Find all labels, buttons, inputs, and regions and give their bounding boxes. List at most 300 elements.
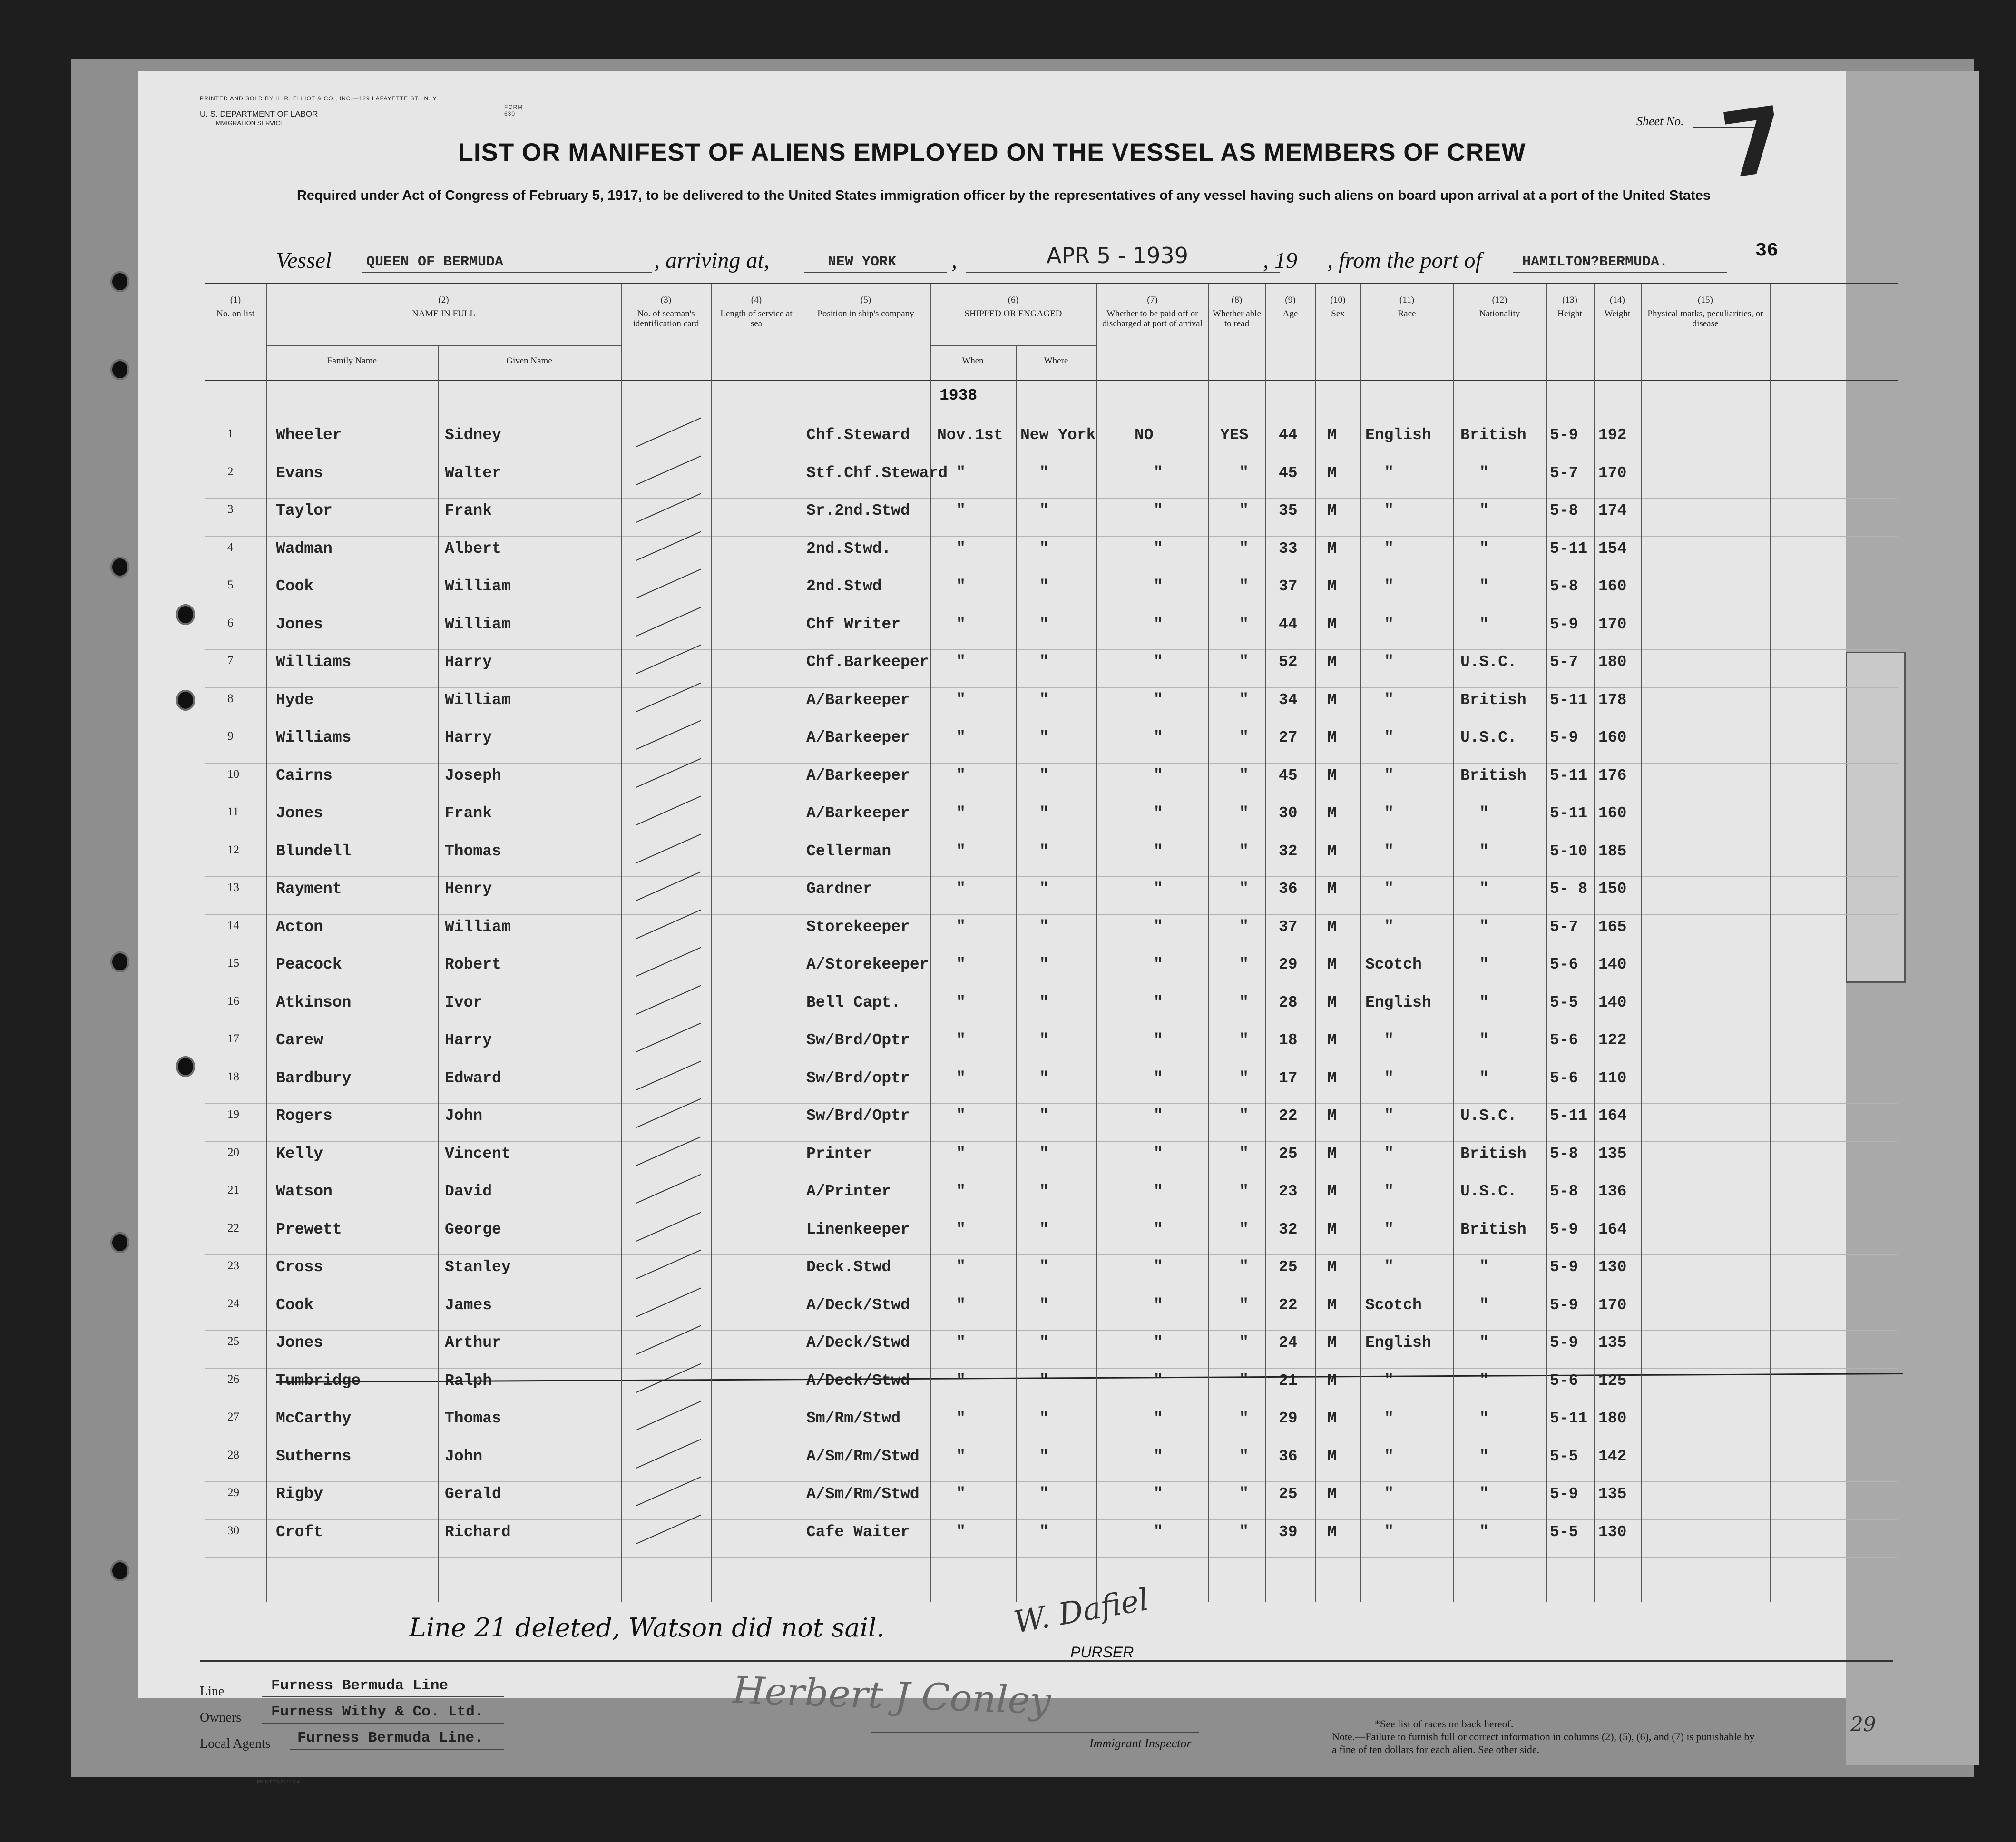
cell-age: 35 xyxy=(1279,502,1298,519)
cell-family: Kelly xyxy=(276,1145,323,1163)
cell-when: " xyxy=(956,539,966,558)
cell-no: 23 xyxy=(227,1259,239,1272)
table-row xyxy=(205,1293,1898,1331)
subcolumn-rule xyxy=(1016,345,1017,1602)
cell-race: " xyxy=(1384,1069,1394,1087)
owners-value: Furness Withy & Co. Ltd. xyxy=(271,1704,484,1720)
cell-when: " xyxy=(956,1145,966,1163)
cell-paid-off: " xyxy=(1154,1447,1163,1465)
cell-sex: M xyxy=(1327,464,1337,482)
cell-read: " xyxy=(1239,1334,1249,1352)
cell-where: " xyxy=(1039,956,1049,973)
cell-paid-off: " xyxy=(1154,1334,1163,1352)
cell-paid-off: " xyxy=(1154,1107,1163,1125)
col-label: NAME IN FULL xyxy=(412,309,475,319)
cell-age: 28 xyxy=(1279,993,1298,1011)
cell-position: A/Deck/Stwd xyxy=(806,1334,910,1352)
column-rule xyxy=(621,284,622,1602)
cell-family: Tumbridge xyxy=(276,1372,361,1390)
cell-paid-off: " xyxy=(1154,615,1163,633)
cell-given: William xyxy=(445,615,511,633)
cell-no: 24 xyxy=(227,1297,239,1310)
cell-race: English xyxy=(1365,1334,1431,1352)
cell-where: " xyxy=(1039,1107,1049,1125)
cell-read: " xyxy=(1239,502,1249,519)
vessel-label: Vessel xyxy=(276,248,332,273)
subcolumn-rule xyxy=(438,345,439,1602)
cell-read: " xyxy=(1239,993,1249,1011)
cell-nationality: " xyxy=(1479,1069,1489,1087)
col-header-5 xyxy=(802,284,930,380)
cell-age: 45 xyxy=(1279,766,1298,784)
cell-sex: M xyxy=(1327,539,1337,558)
cell-family: McCarthy xyxy=(276,1410,352,1427)
cell-nationality: " xyxy=(1479,1031,1489,1049)
cell-family: Cross xyxy=(276,1258,323,1276)
column-rule xyxy=(930,284,931,1602)
cell-height: 5-6 xyxy=(1550,1031,1578,1049)
table-row xyxy=(205,460,1898,499)
cell-family: Jones xyxy=(276,804,323,822)
table-row xyxy=(205,952,1898,990)
cell-read: " xyxy=(1239,1410,1249,1427)
cell-given: Robert xyxy=(445,956,501,973)
punch-hole xyxy=(176,604,195,625)
cell-sex: M xyxy=(1327,1334,1337,1352)
cell-when: " xyxy=(956,578,966,595)
cell-race: " xyxy=(1384,1447,1394,1465)
cell-paid-off: " xyxy=(1154,1031,1163,1049)
cell-paid-off: " xyxy=(1154,1145,1163,1163)
cell-nationality: U.S.C. xyxy=(1460,1183,1517,1200)
cell-no: 4 xyxy=(227,540,234,554)
cell-weight: 122 xyxy=(1598,1031,1627,1049)
cell-nationality: " xyxy=(1479,502,1489,519)
table-row xyxy=(205,574,1898,612)
cell-nationality: British xyxy=(1460,1145,1527,1163)
cell-nationality: " xyxy=(1479,1447,1489,1465)
cell-sex: M xyxy=(1327,1220,1337,1238)
cell-given: William xyxy=(445,578,511,595)
cell-position: Sr.2nd.Stwd xyxy=(806,502,910,519)
cell-position: Sm/Rm/Stwd xyxy=(806,1410,901,1427)
cell-no: 12 xyxy=(227,843,239,856)
cell-when: " xyxy=(956,842,966,860)
printer-imprint: PRINTED AND SOLD BY H. R. ELLIOT & CO., INC.—129 LAFAYETTE ST., N. Y. FORM 630 xyxy=(200,95,523,117)
cell-weight: 160 xyxy=(1598,804,1627,822)
cell-height: 5-8 xyxy=(1550,1183,1578,1200)
cell-height: 5-9 xyxy=(1550,426,1578,444)
table-row xyxy=(205,1254,1898,1293)
cell-race: " xyxy=(1384,842,1394,860)
cell-no: 6 xyxy=(227,616,234,629)
cell-read: YES xyxy=(1220,426,1249,444)
cell-weight: 178 xyxy=(1598,691,1627,709)
cell-paid-off: " xyxy=(1154,766,1163,784)
cell-race: " xyxy=(1384,1372,1394,1390)
cell-age: 37 xyxy=(1279,578,1298,595)
cell-race: Scotch xyxy=(1365,1296,1422,1314)
col-label: Whether able to read xyxy=(1213,309,1261,329)
cell-read: " xyxy=(1239,578,1249,595)
table-row xyxy=(205,1066,1898,1104)
cell-where: " xyxy=(1039,1031,1049,1049)
cell-height: 5-7 xyxy=(1550,653,1578,671)
family-name-header: Family Name xyxy=(327,356,377,366)
cell-family: Williams xyxy=(276,653,352,671)
cell-family: Hyde xyxy=(276,691,314,709)
punch-hole xyxy=(110,271,129,292)
cell-weight: 135 xyxy=(1598,1145,1627,1163)
cell-age: 25 xyxy=(1279,1485,1298,1503)
cell-weight: 154 xyxy=(1598,539,1627,558)
cell-where: " xyxy=(1039,691,1049,709)
cell-position: Sw/Brd/Optr xyxy=(806,1031,910,1049)
punch-hole xyxy=(110,359,129,380)
footer-rule xyxy=(200,1660,1893,1662)
cell-age: 32 xyxy=(1279,1220,1298,1238)
cell-age: 23 xyxy=(1279,1183,1298,1200)
cell-sex: M xyxy=(1327,1410,1337,1427)
cell-no: 25 xyxy=(227,1335,239,1348)
cell-race: " xyxy=(1384,1523,1394,1541)
column-rule xyxy=(1315,284,1316,1602)
cell-sex: M xyxy=(1327,1258,1337,1276)
corner-number: 29 xyxy=(1850,1713,1876,1736)
cell-where: " xyxy=(1039,1447,1049,1465)
page-number: 36 xyxy=(1755,240,1779,262)
service-name: IMMIGRATION SERVICE xyxy=(214,119,284,127)
cell-race: " xyxy=(1384,729,1394,746)
cell-position: A/Deck/Stwd xyxy=(806,1296,910,1314)
cell-age: 44 xyxy=(1279,615,1298,633)
cell-height: 5-8 xyxy=(1550,1145,1578,1163)
cell-height: 5-6 xyxy=(1550,1372,1578,1390)
cell-paid-off: " xyxy=(1154,918,1163,936)
cell-nationality: " xyxy=(1479,1372,1489,1390)
cell-when: " xyxy=(956,1296,966,1314)
cell-position: A/Sm/Rm/Stwd xyxy=(806,1447,920,1465)
cell-family: Taylor xyxy=(276,502,333,519)
cell-no: 7 xyxy=(227,654,234,667)
col-label: Position in ship's company xyxy=(817,309,914,319)
cell-no: 14 xyxy=(227,919,239,932)
cell-paid-off: " xyxy=(1154,956,1163,973)
from-port: HAMILTON?BERMUDA. xyxy=(1522,254,1668,270)
cell-family: Carew xyxy=(276,1031,323,1049)
col-header-7 xyxy=(1096,284,1208,380)
cell-when: " xyxy=(956,1031,966,1049)
cell-family: Prewett xyxy=(276,1220,342,1238)
cell-position: A/Barkeeper xyxy=(806,766,910,784)
col-label: Length of service at sea xyxy=(720,309,793,329)
manifest-sheet xyxy=(138,71,1876,1785)
cell-no: 18 xyxy=(227,1070,239,1083)
vessel-name: QUEEN OF BERMUDA xyxy=(366,254,504,270)
cell-height: 5-5 xyxy=(1550,993,1578,1011)
col-number: (10) xyxy=(1330,295,1346,305)
cell-height: 5-8 xyxy=(1550,502,1578,519)
table-row xyxy=(205,1444,1898,1482)
col-number: (8) xyxy=(1231,295,1243,305)
cell-nationality: " xyxy=(1479,1410,1489,1427)
cell-weight: 130 xyxy=(1598,1258,1627,1276)
cell-age: 21 xyxy=(1279,1372,1298,1390)
cell-age: 25 xyxy=(1279,1258,1298,1276)
column-rule xyxy=(1770,284,1771,1602)
punch-hole xyxy=(110,557,129,578)
cell-sex: M xyxy=(1327,729,1337,746)
cell-paid-off: " xyxy=(1154,1069,1163,1087)
cell-sex: M xyxy=(1327,1523,1337,1541)
cell-height: 5-8 xyxy=(1550,578,1578,595)
table-row xyxy=(205,763,1898,802)
cell-position: 2nd.Stwd. xyxy=(806,539,891,558)
cell-where: " xyxy=(1039,578,1049,595)
cell-where: " xyxy=(1039,1334,1049,1352)
cell-where: " xyxy=(1039,880,1049,898)
col-header-10 xyxy=(1315,284,1360,380)
cell-paid-off: " xyxy=(1154,464,1163,482)
col-number: (5) xyxy=(860,295,871,305)
cell-where: " xyxy=(1039,1258,1049,1276)
cell-read: " xyxy=(1239,1296,1249,1314)
cell-weight: 176 xyxy=(1598,766,1627,784)
cell-no: 21 xyxy=(227,1184,239,1196)
cell-position: Cafe Waiter xyxy=(806,1523,910,1541)
cell-where: " xyxy=(1039,1485,1049,1503)
cell-nationality: British xyxy=(1460,1220,1527,1238)
from-label: , from the port of xyxy=(1327,248,1482,273)
cell-where: " xyxy=(1039,918,1049,936)
cell-position: Printer xyxy=(806,1145,872,1163)
table-row xyxy=(205,839,1898,877)
cell-weight: 170 xyxy=(1598,464,1627,482)
cell-when: " xyxy=(956,1447,966,1465)
cell-where: " xyxy=(1039,1069,1049,1087)
cell-nationality: " xyxy=(1479,1523,1489,1541)
col-number: (15) xyxy=(1698,295,1713,305)
arriving-underline xyxy=(804,272,947,273)
punch-hole xyxy=(110,1560,129,1581)
cell-weight: 174 xyxy=(1598,502,1627,519)
cell-no: 16 xyxy=(227,994,239,1008)
arriving-port: NEW YORK xyxy=(828,254,897,270)
cell-race: " xyxy=(1384,766,1394,784)
cell-height: 5-11 xyxy=(1550,766,1588,784)
cell-family: Croft xyxy=(276,1523,323,1541)
cell-family: Watson xyxy=(276,1183,333,1200)
column-rule xyxy=(1546,284,1547,1602)
cell-paid-off: " xyxy=(1154,1410,1163,1427)
cell-age: 36 xyxy=(1279,880,1298,898)
punch-hole xyxy=(110,951,129,972)
cell-age: 17 xyxy=(1279,1069,1298,1087)
cell-where: New York xyxy=(1020,426,1096,444)
cell-given: William xyxy=(445,918,511,936)
footnote xyxy=(1332,1717,1760,1756)
cell-height: 5-9 xyxy=(1550,1296,1578,1314)
column-rule xyxy=(711,284,712,1602)
cell-given: John xyxy=(445,1447,483,1465)
cell-paid-off: " xyxy=(1154,1296,1163,1314)
cell-position: Storekeeper xyxy=(806,918,910,936)
cell-when: " xyxy=(956,1410,966,1427)
table-row xyxy=(205,1103,1898,1142)
cell-age: 27 xyxy=(1279,729,1298,746)
col-number: (9) xyxy=(1285,295,1296,305)
failure-note: Note.—Failure to furnish full or correct information in columns (2), (5), (6), and (7) is punishable by a fine of ten dollars for each alien. See other side. xyxy=(1332,1731,1755,1755)
table-row xyxy=(205,1368,1898,1407)
cell-given: William xyxy=(445,691,511,709)
cell-sex: M xyxy=(1327,918,1337,936)
cell-position: Gardner xyxy=(806,880,872,898)
cell-weight: 180 xyxy=(1598,653,1627,671)
cell-weight: 185 xyxy=(1598,842,1627,860)
cell-given: Ivor xyxy=(445,993,483,1011)
cell-paid-off: " xyxy=(1154,1372,1163,1390)
col-header-1 xyxy=(205,284,266,380)
col-header-8 xyxy=(1208,284,1265,380)
cell-paid-off: " xyxy=(1154,653,1163,671)
cell-when: " xyxy=(956,804,966,822)
cell-when: " xyxy=(956,1107,966,1125)
cell-family: Bardbury xyxy=(276,1069,352,1087)
col-number: (11) xyxy=(1399,295,1414,305)
agents-underline xyxy=(290,1749,504,1750)
cell-sex: M xyxy=(1327,1145,1337,1163)
race-note: *See list of races on back hereof. xyxy=(1375,1718,1514,1730)
cell-age: 52 xyxy=(1279,653,1298,671)
cell-position: Cellerman xyxy=(806,842,891,860)
cell-no: 19 xyxy=(227,1108,239,1121)
cell-paid-off: " xyxy=(1154,1183,1163,1200)
cell-no: 8 xyxy=(227,692,234,705)
cell-given: Vincent xyxy=(445,1145,511,1163)
table-row xyxy=(205,1217,1898,1255)
col-number: (4) xyxy=(751,295,762,305)
cell-when: " xyxy=(956,918,966,936)
cell-race: " xyxy=(1384,464,1394,482)
cell-no: 15 xyxy=(227,957,239,970)
cell-when: " xyxy=(956,1183,966,1200)
cell-weight: 170 xyxy=(1598,1296,1627,1314)
subheader-rule xyxy=(266,345,621,346)
cell-when: " xyxy=(956,464,966,482)
cell-read: " xyxy=(1239,1372,1249,1390)
col-number: (13) xyxy=(1562,295,1577,305)
cell-weight: 135 xyxy=(1598,1334,1627,1352)
cell-position: A/Printer xyxy=(806,1183,891,1200)
cell-race: " xyxy=(1384,1485,1394,1503)
cell-read: " xyxy=(1239,729,1249,746)
cell-height: 5-11 xyxy=(1550,539,1588,558)
page-subtitle: Required under Act of Congress of February 5, 1917, to be delivered to the United States immigration officer by the representatives of any vessel having such aliens on board upon arrival at a port of the United States xyxy=(296,188,1711,203)
cell-no: 28 xyxy=(227,1448,239,1461)
cell-race: " xyxy=(1384,691,1394,709)
cell-given: Harry xyxy=(445,653,492,671)
cell-nationality: British xyxy=(1460,691,1527,709)
cell-read: " xyxy=(1239,1107,1249,1125)
cell-where: " xyxy=(1039,1220,1049,1238)
cell-weight: 140 xyxy=(1598,956,1627,973)
cell-read: " xyxy=(1239,1031,1249,1049)
cell-where: " xyxy=(1039,804,1049,822)
purser-signature: W. Dafiel xyxy=(1011,1582,1152,1641)
cell-age: 33 xyxy=(1279,539,1298,558)
cell-position: A/Barkeeper xyxy=(806,691,910,709)
cell-position: A/Barkeeper xyxy=(806,804,910,822)
cell-where: " xyxy=(1039,653,1049,671)
cell-race: English xyxy=(1365,993,1431,1011)
cell-given: James xyxy=(445,1296,492,1314)
cell-height: 5-5 xyxy=(1550,1523,1578,1541)
cell-where: " xyxy=(1039,464,1049,482)
column-rule xyxy=(266,284,267,1602)
cell-given: John xyxy=(445,1107,483,1125)
cell-age: 29 xyxy=(1279,1410,1298,1427)
cell-age: 32 xyxy=(1279,842,1298,860)
cell-paid-off: " xyxy=(1154,804,1163,822)
cell-age: 30 xyxy=(1279,804,1298,822)
cell-family: Peacock xyxy=(276,956,342,973)
cell-position: Stf.Chf.Steward xyxy=(806,464,948,482)
cell-paid-off: " xyxy=(1154,691,1163,709)
inspector-signature: Herbert J Conley xyxy=(732,1669,1052,1723)
cell-race: " xyxy=(1384,615,1394,633)
table-row xyxy=(205,649,1898,688)
cell-family: Cairns xyxy=(276,766,333,784)
cell-sex: M xyxy=(1327,880,1337,898)
table-row xyxy=(205,687,1898,726)
cell-position: Chf Writer xyxy=(806,615,901,633)
table-row xyxy=(205,876,1898,915)
cell-when: " xyxy=(956,1069,966,1087)
cell-height: 5- 8 xyxy=(1550,880,1588,898)
cell-height: 5-9 xyxy=(1550,1334,1578,1352)
vessel-line xyxy=(276,243,1751,276)
cell-nationality: " xyxy=(1479,539,1489,558)
cell-sex: M xyxy=(1327,653,1337,671)
department-name: U. S. DEPARTMENT OF LABOR xyxy=(200,109,318,118)
cell-sex: M xyxy=(1327,1031,1337,1049)
cell-height: 5-9 xyxy=(1550,1485,1578,1503)
cell-sex: M xyxy=(1327,1107,1337,1125)
cell-weight: 164 xyxy=(1598,1220,1627,1238)
cell-family: Sutherns xyxy=(276,1447,352,1465)
cell-sex: M xyxy=(1327,426,1337,444)
cell-paid-off: NO xyxy=(1135,426,1154,444)
agents-label: Local Agents xyxy=(200,1736,271,1751)
cell-when: Nov.1st xyxy=(937,426,1003,444)
column-rule xyxy=(1453,284,1454,1602)
cell-no: 29 xyxy=(227,1486,239,1499)
cell-where: " xyxy=(1039,993,1049,1011)
table-row xyxy=(205,498,1898,537)
col-label: Race xyxy=(1398,309,1416,319)
cell-family: Rogers xyxy=(276,1107,333,1125)
cell-when: " xyxy=(956,956,966,973)
cell-height: 5-11 xyxy=(1550,1410,1588,1427)
cell-weight: 170 xyxy=(1598,615,1627,633)
cell-given: Henry xyxy=(445,880,492,898)
cell-race: " xyxy=(1384,539,1394,558)
col-label: Nationality xyxy=(1479,309,1520,319)
cell-when: " xyxy=(956,1523,966,1541)
col-header-14 xyxy=(1594,284,1641,380)
col-label: Whether to be paid off or discharged at port of arrival xyxy=(1102,309,1203,329)
cell-given: Thomas xyxy=(445,842,501,860)
